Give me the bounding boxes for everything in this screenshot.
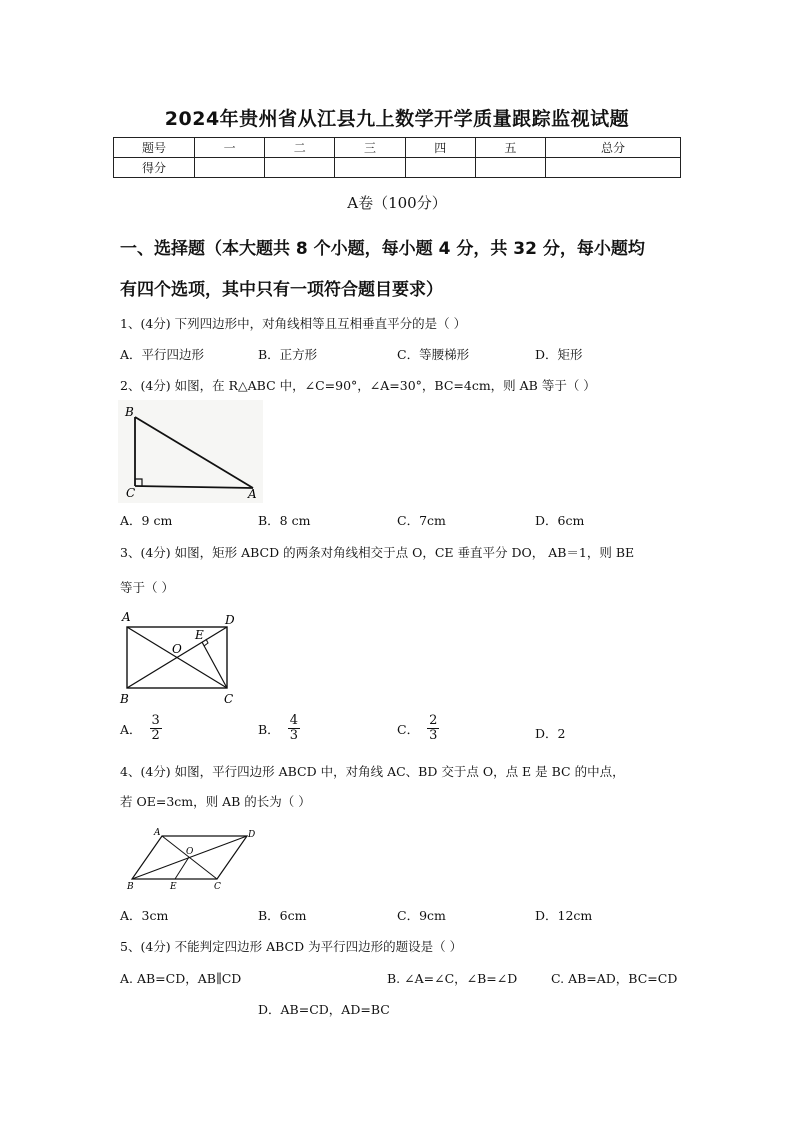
score-cell[interactable]	[195, 158, 265, 178]
q1-option-d[interactable]: D．矩形	[535, 347, 583, 362]
question-4-text-line2: 若 OE=3cm，则 AB 的长为（ ）	[120, 794, 311, 809]
vertex-b-label: B	[125, 405, 134, 419]
q2-option-c[interactable]: C．7cm	[397, 513, 446, 528]
table-header-cell: 五	[475, 138, 545, 158]
question-1-text: 1、(4分) 下列四边形中，对角线相等且互相垂直平分的是（ ）	[120, 316, 467, 331]
vertex-a-label: A	[122, 610, 131, 624]
point-o-label: O	[186, 847, 194, 857]
q3-option-d[interactable]	[535, 724, 565, 742]
score-cell[interactable]	[265, 158, 335, 178]
diagonal-bd	[132, 836, 247, 879]
vertex-a-label: A	[154, 828, 161, 838]
q2-option-b[interactable]: B．8 cm	[258, 513, 311, 528]
point-e-label: E	[170, 882, 177, 892]
question-4-text-line1: 4、(4分) 如图，平行四边形 ABCD 中，对角线 AC、BD 交于点 O，点 E 是 BC 的中点，	[120, 764, 625, 779]
score-cell[interactable]	[405, 158, 475, 178]
score-cell[interactable]	[475, 158, 545, 178]
question-3-text-line1: 3、(4分) 如图，矩形 ABCD 的两条对角线相交于点 O，CE 垂直平分 DO， AB＝1，则 BE	[120, 545, 635, 560]
point-o-label: O	[172, 642, 182, 656]
score-cell[interactable]	[335, 158, 405, 178]
score-cell[interactable]	[546, 158, 681, 178]
q3-option-b[interactable]	[258, 714, 300, 743]
option-label: B．	[258, 721, 280, 737]
score-table	[113, 137, 681, 178]
vertex-c-label: C	[126, 486, 136, 500]
score-table-header-row	[114, 138, 681, 158]
fraction	[427, 714, 439, 743]
section-subtitle: A卷（100分）	[347, 194, 447, 212]
q5-option-a[interactable]: A. AB=CD，AB∥CD	[120, 971, 242, 986]
fraction	[150, 714, 162, 743]
option-label: D．2	[535, 726, 566, 741]
numerator: 4	[289, 713, 298, 728]
vertex-c-label: C	[214, 882, 221, 892]
table-row-label: 得分	[114, 158, 195, 178]
section-heading-line2: 有四个选项，其中只有一项符合题目要求）	[120, 280, 443, 300]
table-header-cell: 总分	[546, 138, 681, 158]
vertex-a-label: A	[248, 487, 257, 501]
vertex-b-label: B	[127, 882, 134, 892]
q1-option-a[interactable]: A．平行四边形	[120, 347, 205, 362]
q4-option-b[interactable]: B．6cm	[258, 908, 307, 923]
question-3-text-line2: 等于（ ）	[120, 580, 174, 595]
option-label: A．	[120, 721, 142, 737]
q5-option-b[interactable]: B. ∠A=∠C，∠B=∠D	[387, 971, 518, 986]
score-table-score-row	[114, 158, 681, 178]
q4-option-c[interactable]: C．9cm	[397, 908, 446, 923]
table-header-cell: 题号	[114, 138, 195, 158]
q3-option-c[interactable]	[397, 714, 439, 743]
vertex-d-label: D	[225, 613, 235, 627]
q1-option-b[interactable]: B．正方形	[258, 347, 318, 362]
option-label: C．	[397, 721, 420, 737]
denominator: 3	[289, 728, 298, 743]
q2-option-a[interactable]: A．9 cm	[120, 513, 173, 528]
denominator: 2	[151, 728, 160, 743]
q1-option-c[interactable]: C．等腰梯形	[397, 347, 470, 362]
vertex-d-label: D	[248, 830, 256, 840]
question-5-text: 5、(4分) 不能判定四边形 ABCD 为平行四边形的题设是（ ）	[120, 939, 463, 954]
section-heading-line1: 一、选择题（本大题共 8 个小题，每小题 4 分，共 32 分，每小题均	[120, 239, 645, 259]
q4-option-a[interactable]: A．3cm	[120, 908, 169, 923]
table-header-cell: 二	[265, 138, 335, 158]
q4-option-d[interactable]: D．12cm	[535, 908, 593, 923]
denominator: 3	[429, 728, 438, 743]
numerator: 3	[151, 713, 160, 728]
vertex-c-label: C	[224, 692, 234, 706]
segment-ce	[202, 642, 227, 688]
q3-option-a[interactable]	[120, 714, 162, 743]
q4-parallelogram-figure	[122, 826, 262, 892]
q5-option-c[interactable]: C. AB=AD，BC=CD	[551, 971, 678, 986]
q3-rectangle-figure	[117, 608, 242, 708]
fraction	[288, 714, 300, 743]
q2-option-d[interactable]: D．6cm	[535, 513, 585, 528]
table-header-cell: 三	[335, 138, 405, 158]
table-header-cell: 一	[195, 138, 265, 158]
table-header-cell: 四	[405, 138, 475, 158]
q2-triangle-figure	[118, 400, 263, 503]
question-2-text: 2、(4分) 如图，在 R△ABC 中，∠C=90°，∠A=30°，BC=4cm，则 AB 等于（ ）	[120, 378, 596, 393]
exam-title: 2024年贵州省从江县九上数学开学质量跟踪监视试题	[164, 108, 630, 130]
q5-option-d[interactable]: D．AB=CD，AD=BC	[258, 1002, 390, 1017]
numerator: 2	[429, 713, 438, 728]
vertex-b-label: B	[120, 692, 129, 706]
point-e-label: E	[195, 628, 204, 642]
